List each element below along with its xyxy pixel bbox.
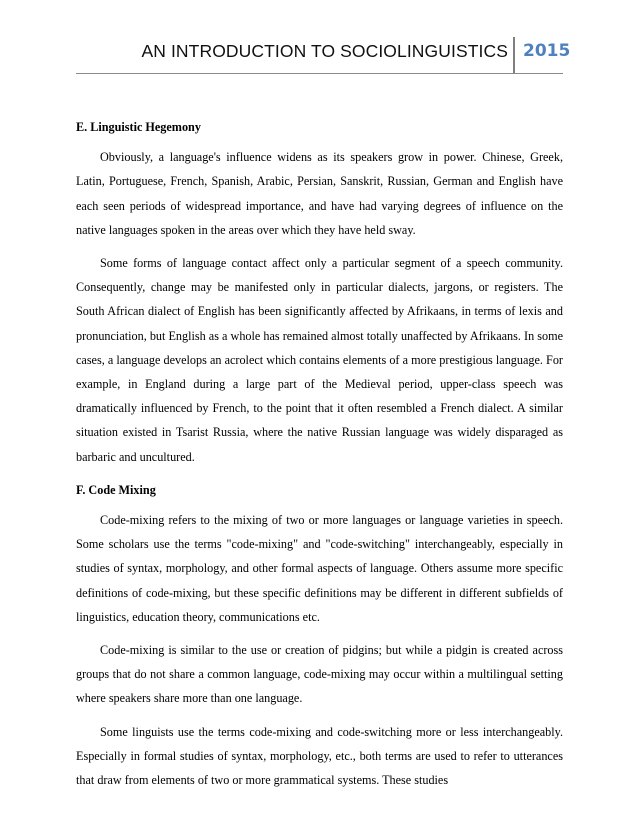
section-heading-e: E. Linguistic Hegemony <box>76 120 201 134</box>
paragraph: Some linguists use the terms code-mixing and code-switching more or less interchangeably. Especially in formal studies of syntax, morphology, etc., both terms are used to refer to utterances that draw from elements of two or more grammatical systems. These studies <box>76 724 563 788</box>
paragraph: Obviously, a language's influence widens as its speakers grow in power. Chinese, Greek, Latin, Portuguese, French, Spanish, Arabic, Persian, Sanskrit, Russian, German and English have each seen periods of widespread importance, and have had varying degrees of influence on the native languages spoken in the areas over which they have held sway. <box>76 150 563 237</box>
header-year: 2015 <box>523 41 571 61</box>
paragraph: Some forms of language contact affect only a particular segment of a speech community. Consequently, change may be manifested only in particular dialects, jargons, or registers. The South African dialect of English has been significantly affected by Afrikaans, in terms of lexis and pronunciation, but English as a whole has remained almost totally unaffected by Afrikaans. In some cases, a language develops an acrolect which contains elements of a more prestigious language. For example, in England during a large part of the Medieval period, upper-class speech was dramatically influenced by French, to the point that it often resembled a French dialect. A similar situation existed in Tsarist Russia, where the native Russian language was widely disparaged as barbaric and uncultured. <box>76 256 563 464</box>
section-heading-f: F. Code Mixing <box>76 482 156 497</box>
header-title: AN INTRODUCTION TO SOCIOLINGUISTICS <box>141 41 508 61</box>
page-header <box>0 37 638 77</box>
header-separator <box>513 37 515 73</box>
page-body <box>76 115 563 792</box>
paragraph: Code-mixing is similar to the use or creation of pidgins; but while a pidgin is created across groups that do not share a common language, code-mixing may occur within a multilingual setting where speakers share more than one language. <box>76 643 563 706</box>
header-rule <box>76 73 563 74</box>
paragraph: Code-mixing refers to the mixing of two or more languages or language varieties in speech. Some scholars use the terms "code-mixing" and "code-switching" interchangeably, especially in studies of syntax, morphology, and other formal aspects of language. Others assume more specific definitions of code-mixing, but these specific definitions may be different in different subfields of linguistics, education theory, communications etc. <box>76 513 563 624</box>
